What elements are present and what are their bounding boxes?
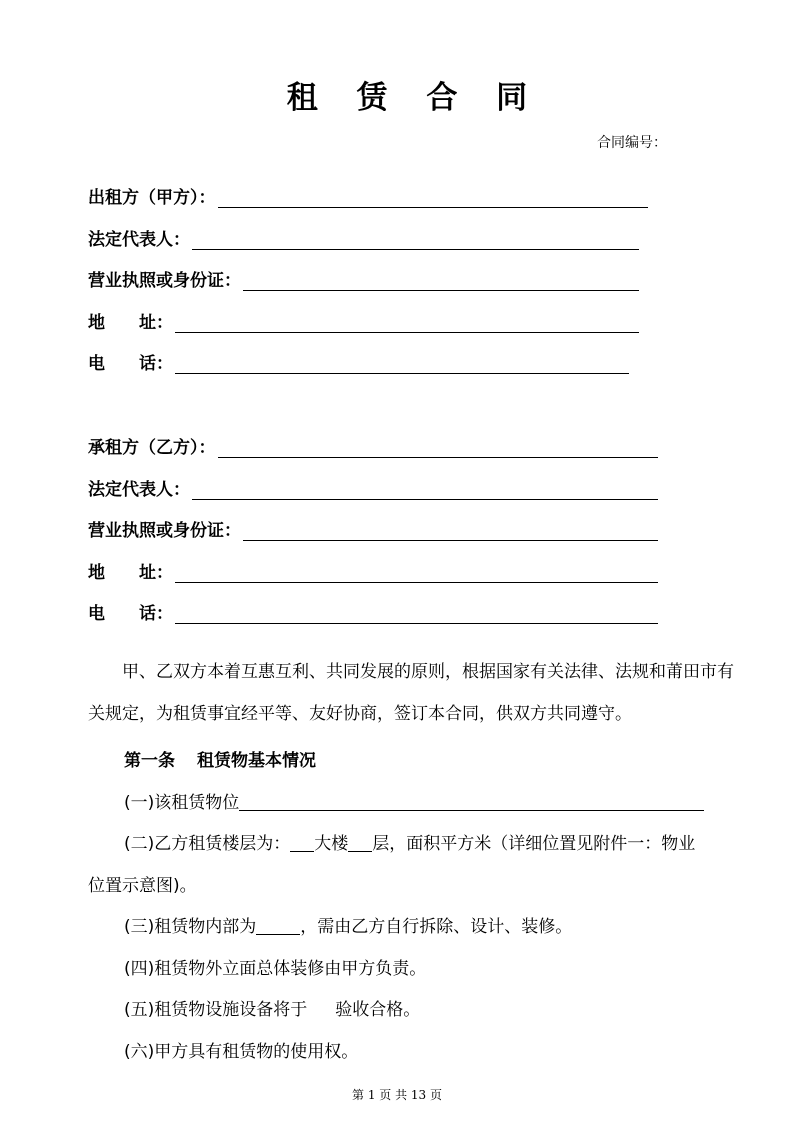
lessor-label: 出租方（甲方）： <box>88 188 216 208</box>
party-a-license-field <box>88 265 639 291</box>
item-3-blank[interactable] <box>256 916 300 935</box>
party-a-phone-blank[interactable] <box>175 353 629 374</box>
party-b-license-label: 营业执照或身份证： <box>88 521 241 541</box>
party-a-rep-blank[interactable] <box>192 229 639 250</box>
item-1-blank[interactable] <box>239 792 704 811</box>
party-b-phone-label-2: 话： <box>139 604 173 624</box>
item-6: (六)甲方具有租赁物的使用权。 <box>124 1042 359 1062</box>
party-a-phone-label-2: 话： <box>139 354 173 374</box>
party-b-address-label-2: 址： <box>139 563 173 583</box>
lessee-label: 承租方（乙方）： <box>88 438 216 458</box>
intro-paragraph: 甲、乙双方本着互惠互利、共同发展的原则，根据国家有关法律、法规和莆田市有关规定，为租赁事宜经平等、友好协商，签订本合同，供双方共同遵守。 <box>88 662 734 724</box>
item-2-text-b: 大楼 <box>314 834 349 854</box>
item-2-continuation: 位置示意图)。 <box>88 876 197 896</box>
article-1-number: 第一条 <box>124 751 175 771</box>
party-b-address-blank[interactable] <box>175 562 658 583</box>
item-2 <box>124 829 695 854</box>
item-5-text-b: 验收合格。 <box>335 1000 421 1020</box>
item-2-building-blank[interactable] <box>290 833 314 852</box>
item-3-text-b: ，需由乙方自行拆除、设计、装修。 <box>300 917 573 937</box>
party-a-rep-field <box>88 224 639 250</box>
item-3-text-a: (三)租赁物内部为 <box>124 917 257 937</box>
party-b-rep-field <box>88 474 658 500</box>
article-1-heading <box>124 746 316 771</box>
party-b-address-field <box>88 557 658 583</box>
article-1-title: 租赁物基本情况 <box>197 751 316 771</box>
party-a-address-label-1: 地 <box>88 313 105 333</box>
party-b-phone-label-1: 电 <box>88 604 105 624</box>
party-a-rep-label: 法定代表人： <box>88 230 190 250</box>
party-b-rep-blank[interactable] <box>192 479 658 500</box>
party-b-rep-label: 法定代表人： <box>88 480 190 500</box>
item-2-text-c: 层，面积平方米（详细位置见附件一：物业 <box>372 834 696 854</box>
document-title: 租 赁 合 同 <box>286 80 542 116</box>
party-b-phone-blank[interactable] <box>175 603 658 624</box>
party-a-phone-label-1: 电 <box>88 354 105 374</box>
item-2-text-a: (二)乙方租赁楼层为： <box>124 834 291 854</box>
party-a-license-label: 营业执照或身份证： <box>88 271 241 291</box>
party-b-phone-field <box>88 598 658 624</box>
item-4: (四)租赁物外立面总体装修由甲方负责。 <box>124 959 427 979</box>
item-2-floor-blank[interactable] <box>348 833 372 852</box>
party-b-license-blank[interactable] <box>243 520 658 541</box>
page-footer: 第 1 页 共 13 页 <box>352 1088 442 1102</box>
lessor-blank[interactable] <box>218 187 649 208</box>
party-a-phone-field <box>88 348 629 374</box>
lessee-blank[interactable] <box>218 437 659 458</box>
party-a-license-blank[interactable] <box>243 270 639 291</box>
party-b-address-label-1: 地 <box>88 563 105 583</box>
lessor-field <box>88 182 648 208</box>
item-1-text: (一)该租赁物位 <box>124 793 240 813</box>
item-5 <box>124 995 420 1020</box>
contract-number-label: 合同编号： <box>597 135 667 151</box>
item-5-text-a: (五)租赁物设施设备将于 <box>124 1000 308 1020</box>
item-1 <box>124 788 704 813</box>
party-b-license-field <box>88 515 658 541</box>
party-a-address-blank[interactable] <box>175 312 639 333</box>
party-a-address-label-2: 址： <box>139 313 173 333</box>
lessee-field <box>88 432 658 458</box>
party-a-address-field <box>88 307 639 333</box>
item-3 <box>124 912 572 937</box>
